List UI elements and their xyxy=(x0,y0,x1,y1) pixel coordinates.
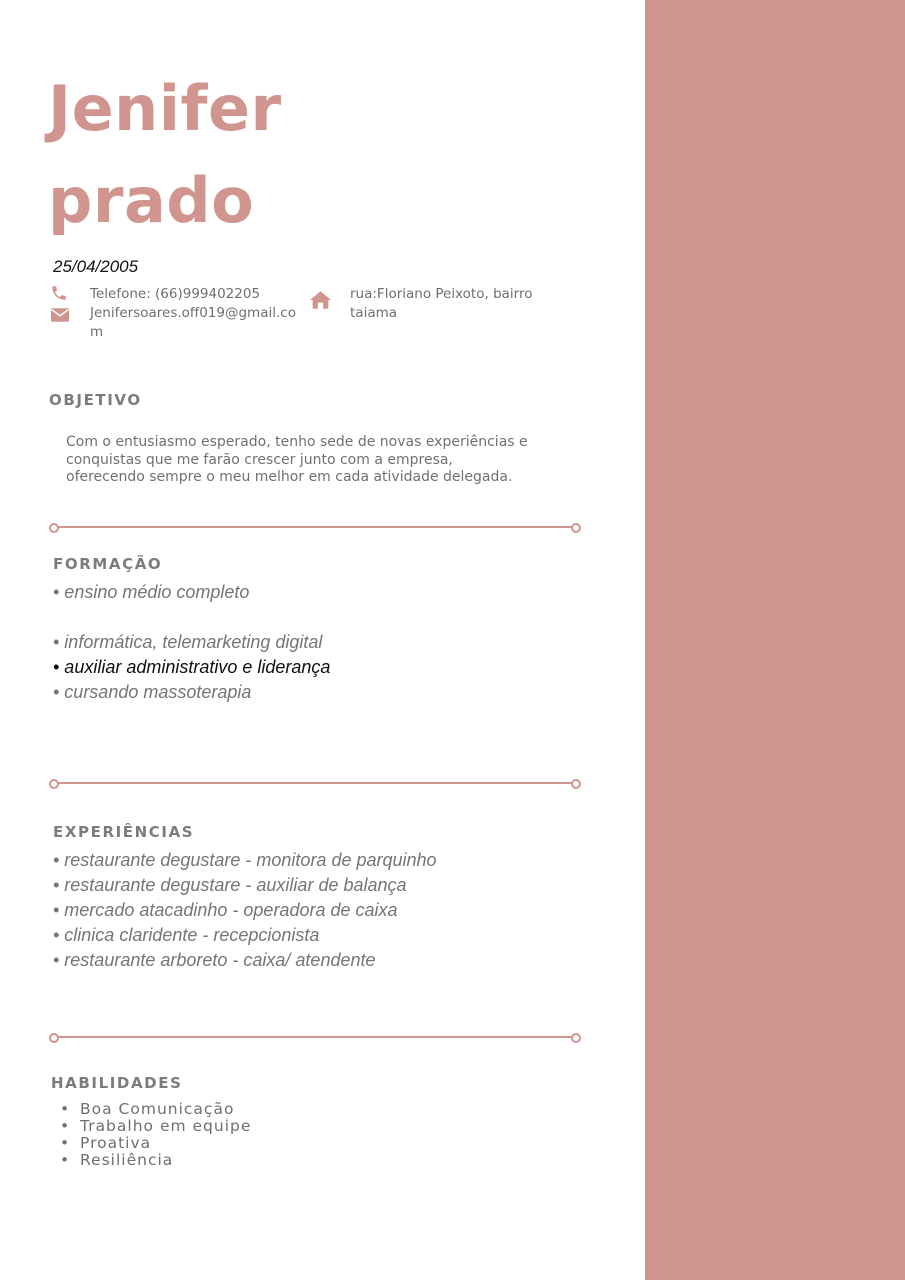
phone-icon xyxy=(50,283,68,303)
section-divider xyxy=(49,1032,581,1042)
habilidade-item: • Boa Comunicação xyxy=(60,1100,235,1118)
experiencia-item: • mercado atacadinho - operadora de caixa xyxy=(53,900,398,920)
habilidade-item: • Proativa xyxy=(60,1134,152,1152)
habilidade-label: Proativa xyxy=(80,1134,152,1152)
objetivo-heading: OBJETIVO xyxy=(49,391,142,409)
habilidade-label: Resiliência xyxy=(80,1151,174,1169)
habilidade-label: Trabalho em equipe xyxy=(80,1117,252,1135)
formacao-item: • informática, telemarketing digital xyxy=(53,632,323,652)
formacao-item: • ensino médio completo xyxy=(53,582,250,602)
experiencia-item: • clinica claridente - recepcionista xyxy=(53,925,320,945)
home-icon xyxy=(310,290,331,310)
formacao-item: • auxiliar administrativo e liderança xyxy=(53,657,331,677)
experiencia-item: • restaurante arboreto - caixa/ atendente xyxy=(53,950,376,970)
formacao-item: • cursando massoterapia xyxy=(53,682,252,702)
experiencia-item: • restaurante degustare - monitora de parquinho xyxy=(53,850,437,870)
name-last: prado xyxy=(48,164,255,237)
section-divider xyxy=(49,522,581,532)
name-first: Jenifer xyxy=(48,72,282,145)
birth-date: 25/04/2005 xyxy=(53,257,139,276)
contact-email: Jenifersoares.off019@gmail.com xyxy=(90,305,296,340)
experiencia-item: • restaurante degustare - auxiliar de balança xyxy=(53,875,407,895)
contact-phone: Telefone: (66)999402205 xyxy=(90,286,261,302)
section-divider xyxy=(49,778,581,788)
habilidade-item: • Trabalho em equipe xyxy=(60,1117,252,1135)
habilidade-item: • Resiliência xyxy=(60,1151,174,1169)
habilidade-label: Boa Comunicação xyxy=(80,1100,235,1118)
contact-address: rua:Floriano Peixoto, bairro taiama xyxy=(350,286,533,321)
experiencias-heading: EXPERIÊNCIAS xyxy=(53,823,195,841)
habilidades-heading: HABILIDADES xyxy=(51,1074,183,1092)
formacao-heading: FORMAÇÃO xyxy=(53,555,163,573)
habilidades-list xyxy=(60,1100,252,1169)
decorative-side-panel xyxy=(645,0,905,1280)
objetivo-text: Com o entusiasmo esperado, tenho sede de novas experiências e conquistas que me farão crescer junto com a empresa, oferecendo sempre o meu melhor em cada atividade delegada. xyxy=(66,434,528,485)
mail-icon xyxy=(51,308,69,322)
